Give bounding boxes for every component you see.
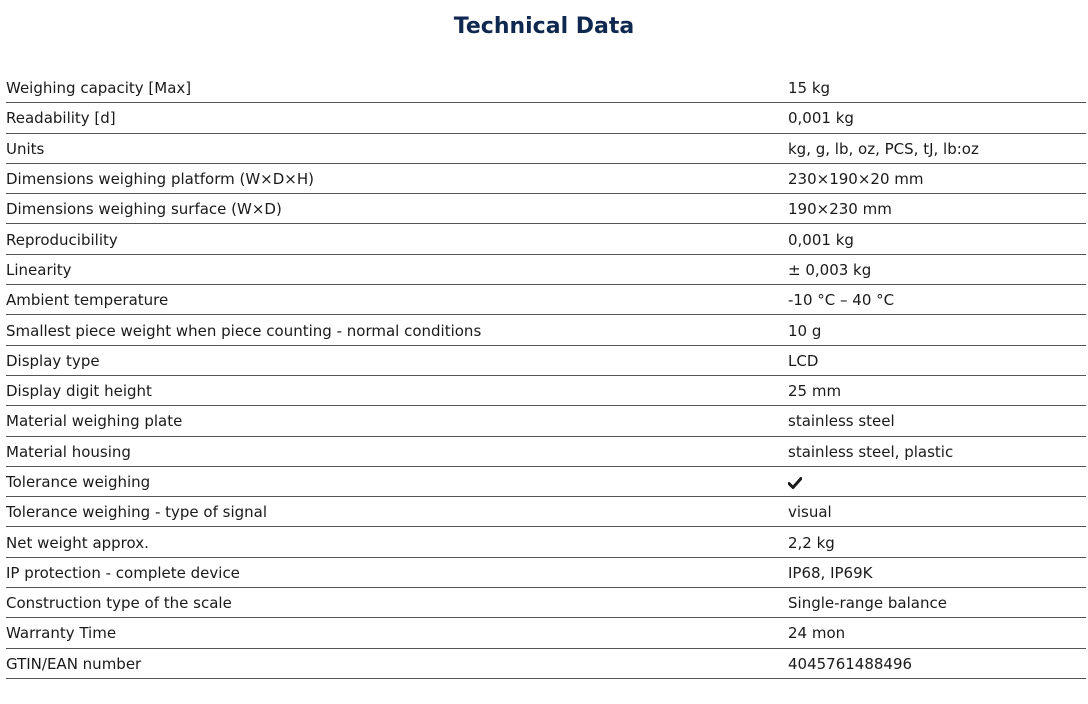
table-row	[6, 224, 1086, 254]
table-row	[6, 134, 1086, 164]
spec-value: ± 0,003 kg	[788, 260, 872, 279]
table-row	[6, 497, 1086, 527]
spec-value: 0,001 kg	[788, 109, 854, 128]
table-row	[6, 376, 1086, 406]
table-row	[6, 437, 1086, 467]
spec-label: Tolerance weighing - type of signal	[6, 503, 268, 522]
spec-label: Display type	[6, 351, 100, 370]
spec-label: Linearity	[6, 260, 72, 279]
spec-value: kg, g, lb, oz, PCS, tJ, lb:oz	[788, 139, 979, 158]
table-row	[6, 194, 1086, 224]
spec-label: Material weighing plate	[6, 412, 183, 431]
spec-label: Dimensions weighing surface (W×D)	[6, 200, 282, 219]
checkmark-icon	[788, 477, 802, 489]
spec-value: 25 mm	[788, 382, 842, 401]
spec-value: 4045761488496	[788, 654, 913, 673]
spec-label: Construction type of the scale	[6, 594, 232, 613]
spec-label: Smallest piece weight when piece counting - normal conditions	[6, 321, 482, 340]
spec-label: Material housing	[6, 442, 131, 461]
table-row	[6, 164, 1086, 194]
table-row	[6, 285, 1086, 315]
table-row	[6, 315, 1086, 345]
spec-label: Readability [d]	[6, 109, 116, 128]
spec-value: stainless steel	[788, 412, 895, 431]
page-title: Technical Data	[453, 14, 635, 39]
table-row	[6, 103, 1086, 133]
spec-label: Display digit height	[6, 382, 152, 401]
spec-label: Units	[6, 139, 45, 158]
spec-value: visual	[788, 503, 832, 522]
table-row	[6, 467, 1086, 497]
technical-data-table	[6, 73, 1086, 679]
table-row	[6, 618, 1086, 648]
spec-value: IP68, IP69K	[788, 563, 873, 582]
table-row	[6, 558, 1086, 588]
spec-label: Weighing capacity [Max]	[6, 79, 192, 98]
spec-value: Single-range balance	[788, 594, 947, 613]
spec-value: 24 mon	[788, 624, 846, 643]
spec-value: -10 °C – 40 °C	[788, 291, 895, 310]
spec-label: Warranty Time	[6, 624, 117, 643]
spec-label: Tolerance weighing	[6, 473, 151, 491]
spec-value: 10 g	[788, 321, 822, 340]
table-row	[6, 527, 1086, 557]
spec-value	[788, 472, 1086, 491]
spec-value: 2,2 kg	[788, 533, 835, 552]
spec-label: Reproducibility	[6, 230, 118, 249]
spec-label: GTIN/EAN number	[6, 654, 142, 673]
spec-value: 230×190×20 mm	[788, 170, 924, 189]
spec-value: 190×230 mm	[788, 200, 892, 219]
table-row	[6, 255, 1086, 285]
table-row	[6, 649, 1086, 679]
spec-label: Ambient temperature	[6, 291, 169, 310]
spec-value: stainless steel, plastic	[788, 442, 954, 461]
table-row	[6, 406, 1086, 436]
spec-value: LCD	[788, 351, 819, 370]
table-row	[6, 588, 1086, 618]
spec-label: IP protection - complete device	[6, 563, 240, 582]
spec-label: Dimensions weighing platform (W×D×H)	[6, 170, 314, 189]
spec-value: 15 kg	[788, 79, 831, 98]
table-row	[6, 73, 1086, 103]
spec-value: 0,001 kg	[788, 230, 854, 249]
table-row	[6, 346, 1086, 376]
spec-label: Net weight approx.	[6, 533, 149, 552]
